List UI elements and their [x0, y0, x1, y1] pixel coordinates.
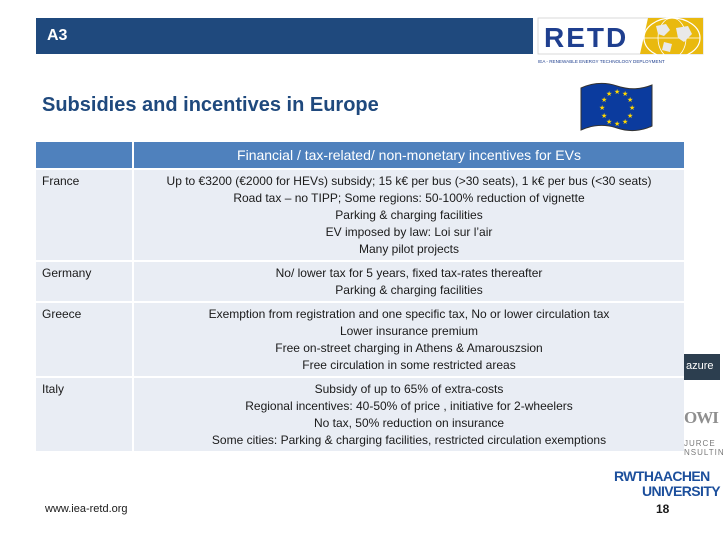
partner-logos: [684, 350, 725, 460]
country-column-header: [36, 142, 134, 170]
incentive-line: EV imposed by law: Loi sur l’air: [325, 225, 493, 239]
rwth-line2: UNIVERSITY: [642, 483, 721, 499]
country-cell-france: France: [36, 170, 134, 262]
svg-text:★: ★: [627, 112, 634, 120]
svg-text:★: ★: [622, 118, 629, 126]
incentives-cell-germany: [134, 262, 684, 303]
table-header-row: [36, 142, 684, 170]
page-title: Subsidies and incentives in Europe: [42, 94, 379, 116]
svg-text:★: ★: [601, 96, 608, 104]
table-row: [36, 170, 684, 262]
section-header-bar: [36, 18, 533, 54]
svg-text:★: ★: [599, 104, 606, 112]
svg-text:★: ★: [627, 96, 634, 104]
rwth-line1: RWTHAACHEN: [614, 468, 710, 484]
retd-logo: [536, 14, 708, 66]
rwth-logo: [614, 468, 720, 500]
country-cell-greece: Greece: [36, 303, 134, 378]
azure-logo: azure: [684, 354, 720, 380]
incentive-line: No tax, 50% reduction on insurance: [313, 416, 505, 430]
incentives-cell-france: [134, 170, 684, 262]
table-row: [36, 262, 684, 303]
incentives-cell-greece: [134, 303, 684, 378]
incentive-line: Up to €3200 (€2000 for HEVs) subsidy; 15 k€ per bus (>30 seats), 1 k€ per bus (<30 seats): [166, 174, 652, 188]
footer-url: www.iea-retd.org: [45, 503, 128, 515]
incentive-line: Road tax – no TIPP; Some regions: 50-100% reduction of vignette: [233, 191, 585, 205]
incentive-line: No/ lower tax for 5 years, fixed tax-rates thereafter: [275, 266, 543, 280]
owi-logo: OWI: [684, 408, 718, 427]
section-label: A3: [47, 27, 68, 44]
incentive-line: Some cities: Parking & charging facilities, restricted circulation exemptions: [211, 433, 607, 447]
incentives-column-header: Financial / tax-related/ non-monetary incentives for EVs: [134, 142, 684, 170]
globe-icon: [640, 18, 703, 58]
svg-text:★: ★: [606, 118, 613, 126]
page-number: 18: [656, 502, 670, 516]
table-row: [36, 378, 684, 453]
svg-text:★: ★: [606, 90, 613, 98]
svg-text:★: ★: [629, 104, 636, 112]
incentive-line: Parking & charging facilities: [335, 283, 483, 297]
svg-text:★: ★: [614, 120, 621, 128]
incentive-line: Regional incentives: 40-50% of price , initiative for 2-wheelers: [245, 399, 573, 413]
retd-tagline: IEA - RENEWABLE ENERGY TECHNOLOGY DEPLOYMENT: [538, 59, 665, 64]
incentive-line: Exemption from registration and one specific tax, No or lower circulation tax: [208, 307, 610, 321]
svg-text:★: ★: [622, 90, 629, 98]
incentive-line: Free circulation in some restricted areas: [302, 358, 516, 372]
retd-brand-text: RETD: [544, 22, 629, 53]
incentive-line: Subsidy of up to 65% of extra-costs: [314, 382, 504, 396]
jurce-logo: JURCE NSULTIN: [684, 439, 725, 457]
incentive-line: Lower insurance premium: [339, 324, 479, 338]
incentives-table: [36, 142, 684, 453]
table-row: [36, 303, 684, 378]
incentive-line: Free on-street charging in Athens & Amarouszsion: [275, 341, 543, 355]
svg-text:★: ★: [614, 88, 621, 96]
country-cell-germany: Germany: [36, 262, 134, 303]
incentive-line: Parking & charging facilities: [335, 208, 483, 222]
incentives-cell-italy: [134, 378, 684, 453]
incentive-line: Many pilot projects: [358, 242, 460, 256]
svg-text:★: ★: [601, 112, 608, 120]
eu-flag-icon: [577, 80, 656, 136]
country-cell-italy: Italy: [36, 378, 134, 453]
